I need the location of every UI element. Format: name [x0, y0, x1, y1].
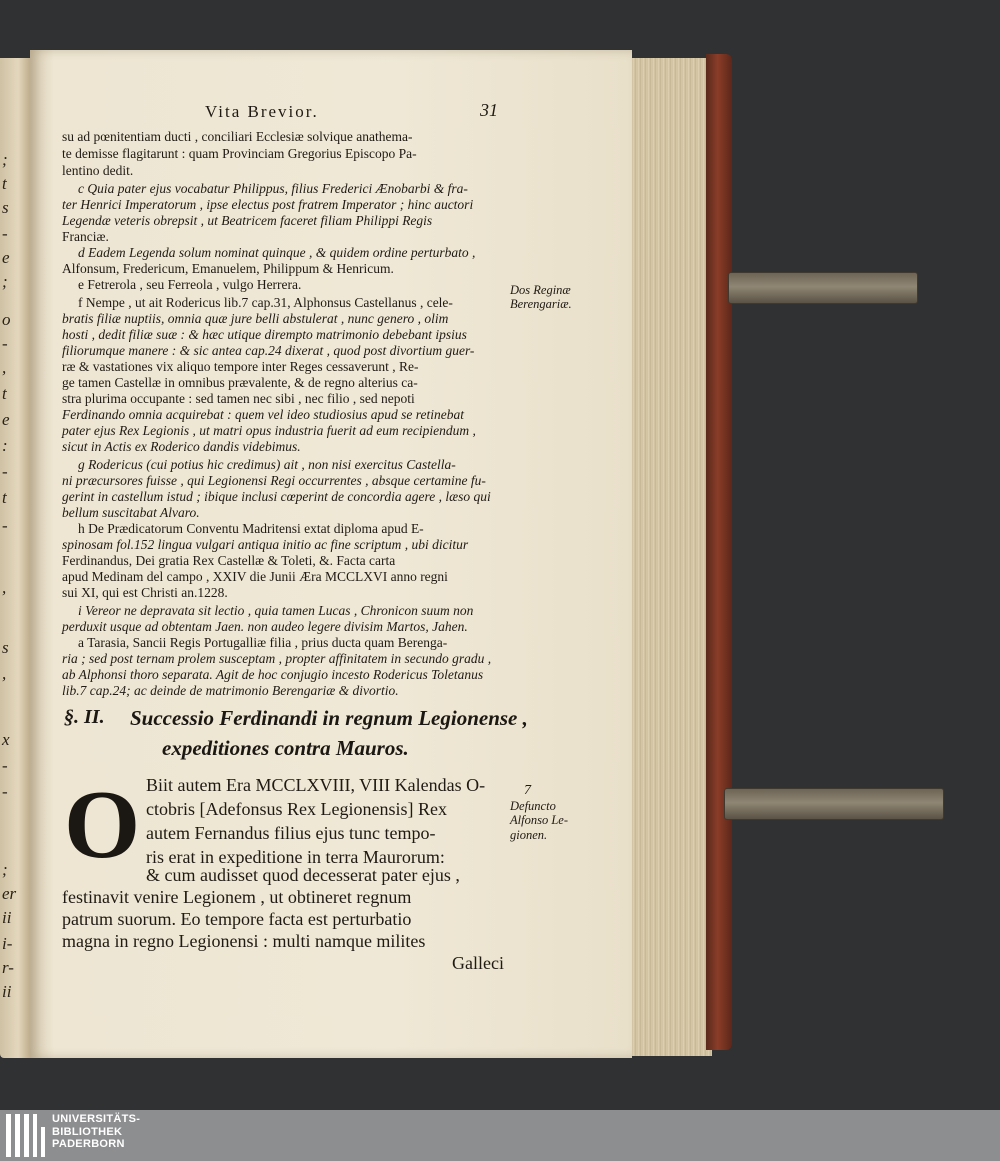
- note-line: perduxit usque ad obtentam Jaen. non audeo legere divisim Martos, Jahen.: [62, 619, 468, 634]
- note-line: stra plurima occupante : sed tamen nec sibi , nec filio , sed nepoti: [62, 391, 415, 406]
- left-fragment: t: [2, 384, 7, 403]
- note-line: f Nempe , ut ait Rodericus lib.7 cap.31, Alphonsus Castellanus , cele-: [78, 295, 453, 310]
- note-line: i Vereor ne depravata sit lectio , quia tamen Lucas , Chronicon suum non: [78, 603, 474, 618]
- note-line: ræ & vastationes vix aliquo tempore inter Reges cessaverunt , Re-: [62, 359, 419, 374]
- note-line: g Rodericus (cui potius hic credimus) ait , non nisi exercitus Castella-: [78, 457, 456, 472]
- note-line: ab Alphonsi thoro separata. Agit de hoc conjugio incesto Rodericus Toletanus: [62, 667, 484, 682]
- note-line: sicut in Actis ex Roderico dandis videbimus.: [62, 439, 301, 454]
- left-fragment: :: [2, 436, 8, 455]
- body-line: autem Fernandus filius ejus tunc tempo-: [146, 823, 436, 843]
- body-line: patrum suorum. Eo tempore facta est perturbatio: [62, 909, 412, 929]
- note-line: h De Prædicatorum Conventu Madritensi extat diploma apud E-: [78, 521, 424, 536]
- library-footer: [0, 1110, 1000, 1161]
- left-fragment: ,: [2, 358, 7, 377]
- note-line: e Fetrerola , seu Ferreola , vulgo Herrera.: [78, 277, 302, 292]
- section-title-line1: Successio Ferdinandi in regnum Legionense ,: [130, 706, 528, 730]
- previous-page-edge: [0, 58, 30, 1058]
- section-title-line2: expeditiones contra Mauros.: [162, 736, 409, 760]
- left-fragment: -: [2, 334, 8, 353]
- section-number: §. II.: [64, 706, 105, 728]
- library-logo-text: UNIVERSITÄTS- BIBLIOTHEK PADERBORN: [52, 1113, 141, 1151]
- left-fragment: -: [2, 224, 8, 243]
- note-line: Legendæ veteris obrepsit , ut Beatricem faceret filiam Philippi Regis: [62, 213, 433, 228]
- left-fragment: ;: [2, 860, 8, 879]
- left-fragment: ii: [2, 982, 12, 1001]
- left-fragment: -: [2, 516, 8, 535]
- note-line: Ferdinando omnia acquirebat : quem vel ideo studiosius apud se retinebat: [62, 407, 464, 422]
- book-fore-edge: [632, 58, 712, 1056]
- note-line: filiorumque manere : & sic antea cap.24 dixerat , quod post divortium guer-: [62, 343, 475, 358]
- left-fragment: s: [2, 638, 9, 657]
- note-line: te demisse flagitarunt : quam Provinciam Gregorius Episcopo Pa-: [62, 146, 417, 161]
- lower-clasp: [724, 788, 944, 820]
- left-fragment: ii: [2, 908, 12, 927]
- margin-note-dos: Dos Reginæ Berengariæ.: [510, 283, 572, 312]
- margin-note-defuncto: 7 Defuncto Alfonso Le- gionen.: [510, 783, 568, 842]
- left-fragment: er: [2, 884, 17, 903]
- note-line: ge tamen Castellæ in omnibus prævalente, & de regno alterius ca-: [62, 375, 418, 390]
- left-fragment: ;: [2, 272, 8, 291]
- left-fragment: t: [2, 174, 7, 193]
- left-fragment: e: [2, 410, 10, 429]
- note-line: bellum suscitabat Alvaro.: [62, 505, 200, 520]
- note-line: Alfonsum, Fredericum, Emanuelem, Philippum & Henricum.: [62, 261, 394, 276]
- book-cover-edge: [706, 54, 732, 1050]
- left-fragment: e: [2, 248, 10, 267]
- note-line: d Eadem Legenda solum nominat quinque , & quidem ordine perturbato ,: [78, 245, 476, 260]
- note-line: lib.7 cap.24; ac deinde de matrimonio Berengariæ & divortio.: [62, 683, 399, 698]
- body-line: magna in regno Legionensi : multi namque milites: [62, 931, 426, 951]
- left-fragment: s: [2, 198, 9, 217]
- note-line: spinosam fol.152 lingua vulgari antiqua initio ac fine scriptum , ubi dicitur: [62, 537, 469, 552]
- left-fragment: o: [2, 310, 11, 329]
- body-line: & cum audisset quod decesserat pater ejus ,: [146, 865, 460, 885]
- note-line: ria ; sed post ternam prolem susceptam , propter affinitatem in secundo gradu ,: [62, 651, 492, 666]
- note-line: Franciæ.: [62, 229, 109, 244]
- library-logo-icon: [6, 1114, 46, 1157]
- left-fragment: ;: [2, 150, 8, 169]
- note-line: bratis filiæ nuptiis, omnia quæ jure belli abstulerat , nunc genero , olim: [62, 311, 449, 326]
- note-line: sui XI, qui est Christi an.1228.: [62, 585, 228, 600]
- left-fragment: r-: [2, 958, 14, 977]
- catchword: Galleci: [452, 953, 504, 973]
- left-fragment: x: [2, 730, 10, 749]
- drop-cap: O: [64, 771, 141, 879]
- upper-clasp: [728, 272, 918, 304]
- note-line: hosti , dedit filiæ suæ : & hæc utique dirempto matrimonio debebant ipsius: [62, 327, 467, 342]
- left-fragment: i-: [2, 934, 13, 953]
- left-fragment: t: [2, 488, 7, 507]
- running-head: Vita Brevior.: [205, 102, 319, 121]
- body-line: festinavit venire Legionem , ut obtineret regnum: [62, 887, 412, 907]
- left-fragment: ,: [2, 578, 7, 597]
- body-line: ris erat in expeditione in terra Maurorum:: [146, 847, 445, 867]
- page-number: 31: [480, 100, 498, 120]
- note-line: a Tarasia, Sancii Regis Portugalliæ filia , prius ducta quam Berenga-: [78, 635, 448, 650]
- note-line: su ad pœnitentiam ducti , conciliari Ecclesiæ solvique anathema-: [62, 129, 413, 144]
- note-line: ni præcursores fuisse , qui Legionensi Regi occurrentes , absque certamine fu-: [62, 473, 486, 488]
- body-line: Biit autem Era MCCLXVIII, VIII Kalendas O-: [146, 775, 486, 795]
- note-line: lentino dedit.: [62, 163, 134, 178]
- note-line: Ferdinandus, Dei gratia Rex Castellæ & Toleti, &. Facta carta: [62, 553, 396, 568]
- note-line: pater ejus Rex Legionis , ut matri opus industria fuerit ad eum recipiendum ,: [62, 423, 476, 438]
- note-line: ter Henrici Imperatorum , ipse electus post fratrem Imperator ; hinc auctori: [62, 197, 474, 212]
- note-line: gerint in castellum istud ; ibique inclusi cœperint de concordia agere , læso qui: [62, 489, 491, 504]
- left-fragment: ,: [2, 664, 7, 683]
- left-fragment: -: [2, 462, 8, 481]
- note-line: apud Medinam del campo , XXIV die Junii Æra MCCLXVI anno regni: [62, 569, 448, 584]
- note-line: c Quia pater ejus vocabatur Philippus, filius Frederici Ænobarbi & fra-: [78, 181, 468, 196]
- left-fragment: -: [2, 756, 8, 775]
- body-line: ctobris [Adefonsus Rex Legionensis] Rex: [146, 799, 447, 819]
- left-fragment: -: [2, 782, 8, 801]
